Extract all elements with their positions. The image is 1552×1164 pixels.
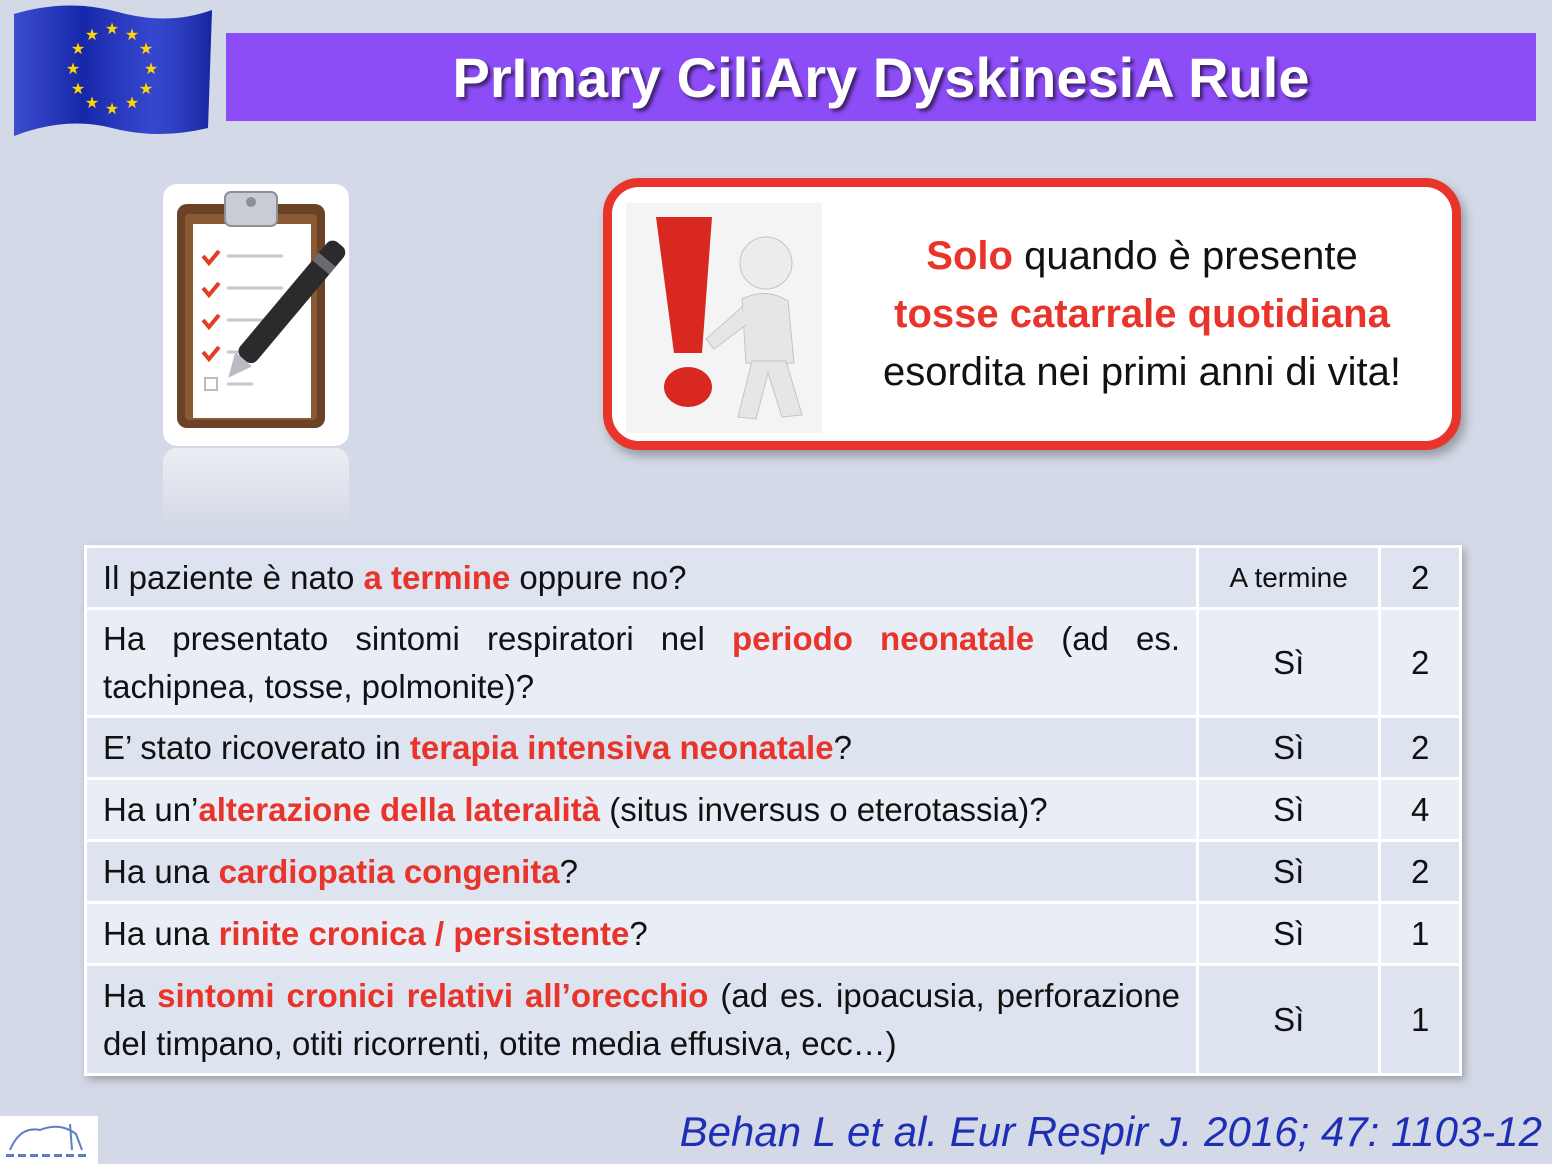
answer-cell: Sì xyxy=(1198,903,1380,965)
points-cell: 2 xyxy=(1380,717,1461,779)
question-text: ? xyxy=(629,914,648,952)
question-cell xyxy=(86,841,1198,903)
question-highlight: periodo neonatale xyxy=(731,619,1035,657)
question-cell xyxy=(86,609,1198,717)
question-highlight: terapia intensiva neonatale xyxy=(409,728,834,766)
question-text: Ha xyxy=(103,976,158,1014)
answer-cell: Sì xyxy=(1198,965,1380,1075)
callout-highlight: Solo xyxy=(926,234,1013,278)
page-title: PrImary CiliAry DyskinesiA Rule xyxy=(452,45,1310,109)
table-row xyxy=(86,903,1461,965)
answer-cell: Sì xyxy=(1198,779,1380,841)
question-highlight: a termine xyxy=(363,558,511,596)
question-text: Ha una xyxy=(103,914,219,952)
question-cell xyxy=(86,779,1198,841)
question-text: ? xyxy=(559,852,579,890)
svg-text:★: ★ xyxy=(84,25,100,44)
question-text: oppure no? xyxy=(510,558,687,596)
question-text: ? xyxy=(833,728,852,766)
question-text: Ha una xyxy=(103,852,219,890)
question-highlight: alterazione della lateralità xyxy=(198,790,601,828)
points-cell: 1 xyxy=(1380,903,1461,965)
svg-text:★: ★ xyxy=(84,93,100,112)
svg-text:★: ★ xyxy=(104,19,120,38)
question-cell xyxy=(86,965,1198,1075)
table-row xyxy=(86,547,1461,609)
question-cell xyxy=(86,547,1198,609)
points-cell: 2 xyxy=(1380,841,1461,903)
svg-text:★: ★ xyxy=(70,79,86,98)
svg-text:★: ★ xyxy=(124,93,140,112)
table-row xyxy=(86,841,1461,903)
svg-text:★: ★ xyxy=(138,79,154,98)
question-text: (situs inversus o eterotassia)? xyxy=(600,790,1048,828)
svg-text:★: ★ xyxy=(138,39,154,58)
question-text: E’ stato ricoverato in xyxy=(103,728,410,766)
answer-cell: Sì xyxy=(1198,841,1380,903)
callout-line3: esordita nei primi anni di vita! xyxy=(882,350,1402,394)
svg-text:★: ★ xyxy=(143,59,159,78)
points-cell: 4 xyxy=(1380,779,1461,841)
title-bar xyxy=(226,33,1536,121)
exclamation-figure-icon xyxy=(626,203,822,433)
table-row xyxy=(86,779,1461,841)
svg-text:★: ★ xyxy=(124,25,140,44)
table-row xyxy=(86,717,1461,779)
question-text: (ad es. tachipnea, tosse, polmonite)? xyxy=(103,619,1181,705)
question-highlight: rinite cronica / persistente xyxy=(218,914,630,952)
svg-text:★: ★ xyxy=(70,39,86,58)
answer-cell: A termine xyxy=(1198,547,1380,609)
svg-text:★: ★ xyxy=(104,99,120,118)
eu-flag-icon xyxy=(8,4,214,140)
institution-logo-icon xyxy=(0,1116,98,1164)
callout-box xyxy=(603,178,1461,450)
points-cell: 2 xyxy=(1380,609,1461,717)
points-cell: 1 xyxy=(1380,965,1461,1075)
answer-cell: Sì xyxy=(1198,717,1380,779)
table-row xyxy=(86,609,1461,717)
table-row xyxy=(86,965,1461,1075)
svg-text:★: ★ xyxy=(65,59,81,78)
question-cell xyxy=(86,903,1198,965)
clipboard-reflection xyxy=(163,448,349,528)
callout-text xyxy=(842,227,1442,401)
callout-line2: tosse catarrale quotidiana xyxy=(894,292,1390,336)
score-table xyxy=(84,545,1462,1076)
callout-line1: quando è presente xyxy=(1012,234,1358,278)
question-text: (ad es. ipoacusia, perforazione del timpano, otiti ricorrenti, otite media effusiva, ecc…) xyxy=(103,976,1181,1062)
question-highlight: cardiopatia congenita xyxy=(218,852,560,890)
question-text: Ha un’ xyxy=(103,790,199,828)
citation: Behan L et al. Eur Respir J. 2016; 47: 1103-12 xyxy=(679,1108,1542,1155)
question-cell xyxy=(86,717,1198,779)
clipboard-checklist-icon xyxy=(163,184,349,446)
question-text: Ha presentato sintomi respiratori nel xyxy=(103,619,732,657)
question-text: Il paziente è nato xyxy=(103,558,364,596)
points-cell: 2 xyxy=(1380,547,1461,609)
answer-cell: Sì xyxy=(1198,609,1380,717)
question-highlight: sintomi cronici relativi all’orecchio xyxy=(157,976,709,1014)
